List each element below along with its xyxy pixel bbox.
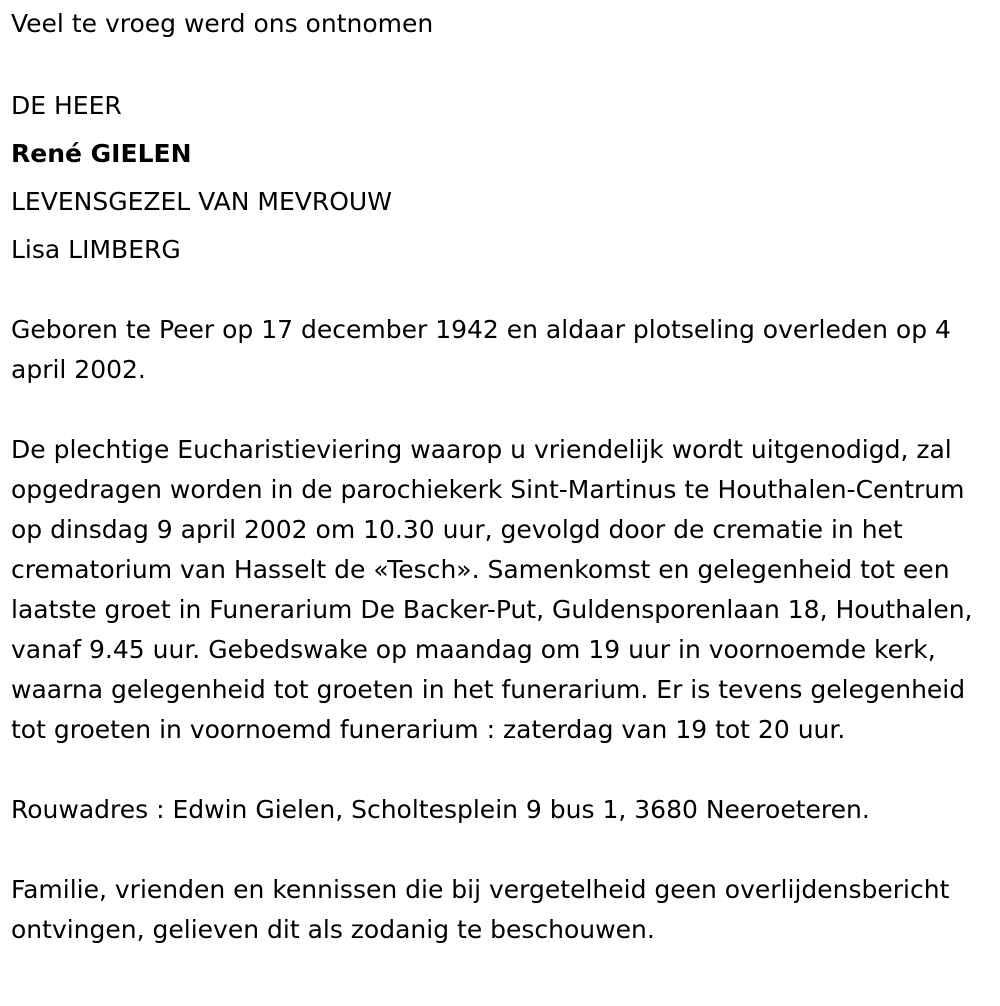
address-paragraph: Rouwadres : Edwin Gielen, Scholtesplein 9 bus 1, 3680 Neeroeteren. <box>11 795 870 824</box>
title-prefix: DE HEER <box>11 91 122 120</box>
closing-paragraph: Familie, vrienden en kennissen die bij vergetelheid geen overlijdensbericht ontvingen, gelieven dit als zodanig te beschouwen. <box>11 875 950 944</box>
deceased-name: René GIELEN <box>11 139 192 168</box>
intro-line: Veel te vroeg werd ons ontnomen <box>11 9 434 38</box>
partner-name: Lisa LIMBERG <box>11 235 181 264</box>
birth-death-paragraph: Geboren te Peer op 17 december 1942 en aldaar plotseling overleden op 4 april 2002. <box>11 315 951 384</box>
ceremony-paragraph: De plechtige Eucharistieviering waarop u vriendelijk wordt uitgenodigd, zal opgedragen worden in de parochiekerk Sint-Martinus te Houthalen-Centrum op dinsdag 9 april 2002 om 10.30 uur, gevolgd door de crematie in het crematorium van Hasselt de «Tesch». Samenkomst en gelegenheid tot een laatste groet in Funerarium De Backer-Put, Guldensporenlaan 18, Houthalen, vanaf 9.45 uur. Gebedswake op maandag om 19 uur in voornoemde kerk, waarna gelegenheid tot groeten in het funerarium. Er is tevens gelegenheid tot groeten in voornoemd funerarium : zaterdag van 19 tot 20 uur. <box>11 435 973 744</box>
partner-label: LEVENSGEZEL VAN MEVROUW <box>11 187 392 216</box>
